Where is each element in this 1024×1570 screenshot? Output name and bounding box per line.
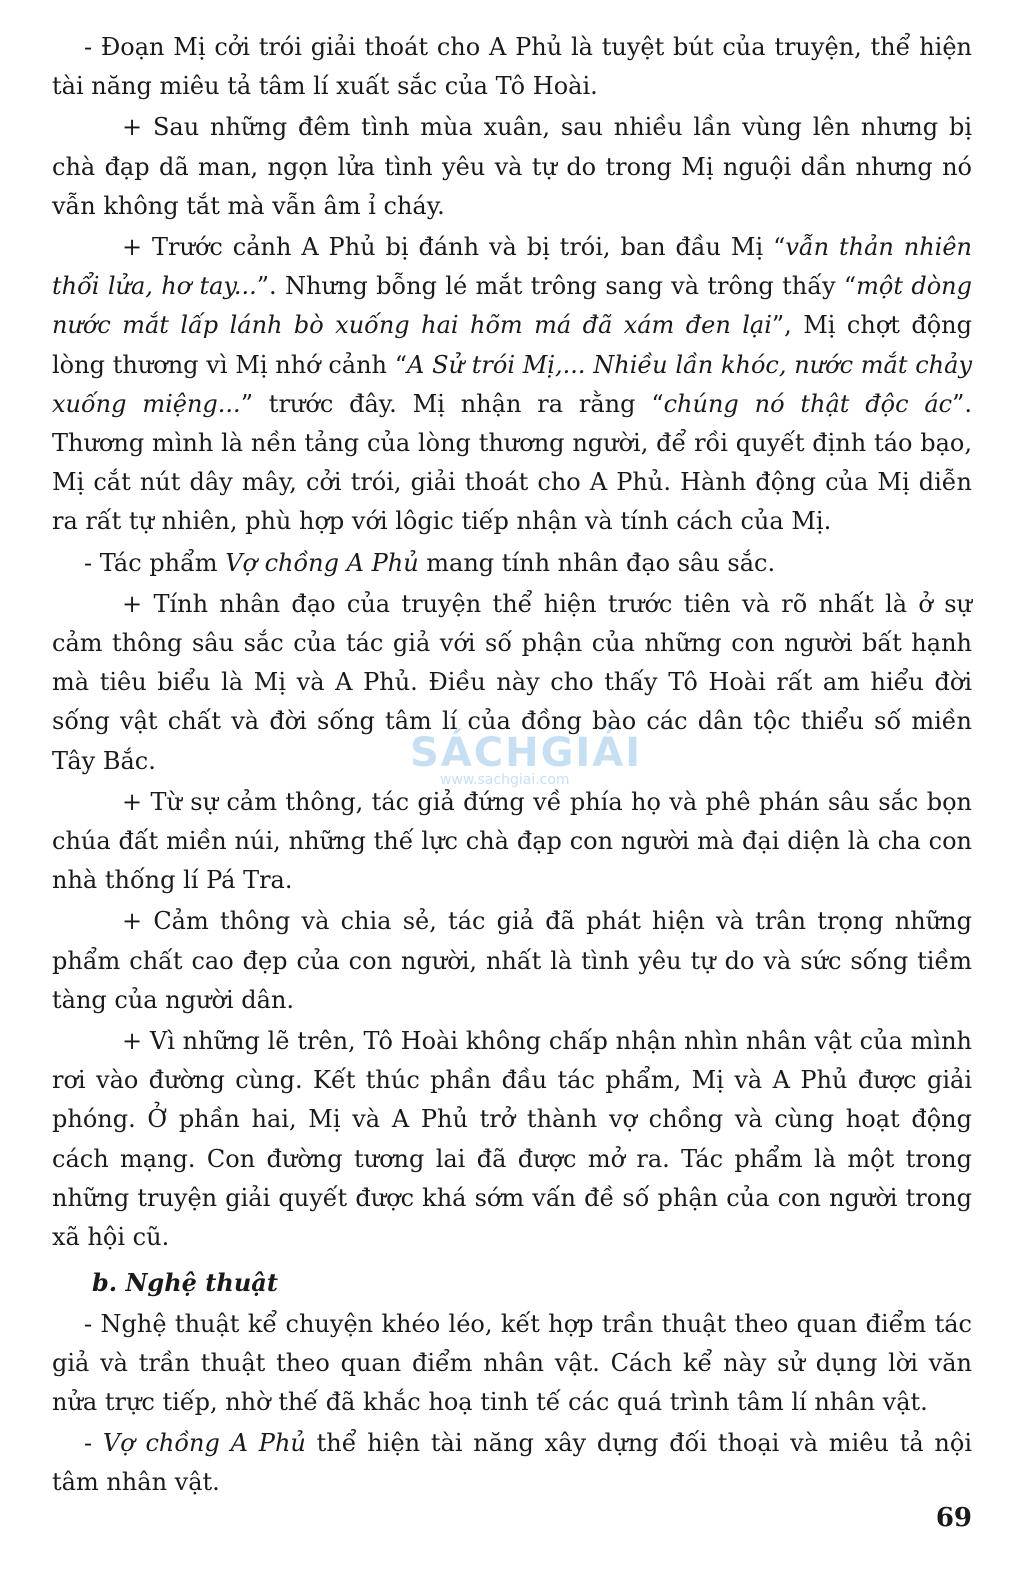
paragraph <box>52 1305 972 1423</box>
text-run: - <box>84 1429 103 1458</box>
text-run: mang tính nhân đạo sâu sắc. <box>418 548 776 577</box>
text-run: + Từ sự cảm thông, tác giả đứng về phía họ và phê phán sâu sắc bọn chúa đất miền núi, những thế lực chà đạp con người mà đại diện là cha con nhà thống lí Pá Tra. <box>52 787 972 895</box>
italic-quote: vẫn thản nhiên thổi lửa, hơ tay... <box>52 233 972 301</box>
paragraph <box>52 544 972 583</box>
text-run: thể hiện tài năng xây dựng đối thoại và miêu tả nội tâm nhân vật. <box>52 1429 972 1497</box>
paragraph <box>52 902 972 1020</box>
paragraph <box>52 108 972 226</box>
section-heading <box>52 1263 972 1302</box>
text-run: - Nghệ thuật kể chuyện khéo léo, kết hợp trần thuật theo quan điểm tác giả và trần thuật theo quan điểm nhân vật. Cách kể này sử dụng lời văn nửa trực tiếp, nhờ thế đã khắc hoạ tinh tế các quá trình tâm lí nhân vật. <box>52 1309 972 1416</box>
watermark-logo: SÁCHGIẢI <box>410 730 643 776</box>
page-body <box>52 28 972 1505</box>
text-run: ”. Nhưng bỗng lé mắt trông sang và trông thấy “ <box>256 272 857 301</box>
page-number: 69 <box>935 1503 972 1533</box>
italic-quote: chúng nó thật độc ác <box>663 389 953 418</box>
text-run: + Sau những đêm tình mùa xuân, sau nhiều lần vùng lên nhưng bị chà đạp dã man, ngọn lửa tình yêu và tự do trong Mị nguội dần nhưng nó vẫn không tắt mà vẫn âm ỉ cháy. <box>52 113 972 220</box>
italic-quote: một dòng nước mắt lấp lánh bò xuống hai hõm má đã xám đen lại <box>52 272 972 340</box>
text-run: + Vì những lẽ trên, Tô Hoài không chấp nhận nhìn nhân vật của mình rơi vào đường cùng. Kết thúc phần đầu tác phẩm, Mị và A Phủ được giải phóng. Ở phần hai, Mị và A Phủ trở thành vợ chồng và cùng hoạt động cách mạng. Con đường tương lai đã được mở ra. Tác phẩm là một trong những truyện giải quyết được khá sớm vấn đề số phận của con người trong xã hội cũ. <box>52 1027 972 1252</box>
text-run: - Đoạn Mị cởi trói giải thoát cho A Phủ là tuyệt bút của truyện, thể hiện tài năng miêu tả tâm lí xuất sắc của Tô Hoài. <box>52 33 972 101</box>
text-run: - Tác phẩm <box>84 548 226 577</box>
text-run: + Cảm thông và chia sẻ, tác giả đã phát hiện và trân trọng những phẩm chất cao đẹp của con người, nhất là tình yêu tự do và sức sống tiềm tàng của người dân. <box>52 907 972 1014</box>
watermark-url: www.sachgiai.com <box>440 772 570 788</box>
text-run: ”. Thương mình là nền tảng của lòng thương người, để rồi quyết định táo bạo, Mị cắt nút dây mây, cởi trói, giải thoát cho A Phủ. Hành động của Mị diễn ra rất tự nhiên, phù hợp với lôgic tiếp nhận và tính cách của Mị. <box>52 389 973 536</box>
italic-quote: A Sử trói Mị,... Nhiều lần khóc, nước mắt chảy xuống miệng... <box>52 350 973 418</box>
text-run: b. Nghệ thuật <box>92 1268 278 1298</box>
italic-quote: Vợ chồng A Phủ <box>102 1429 306 1458</box>
italic-quote: Vợ chồng A Phủ <box>225 548 419 577</box>
paragraph <box>52 1022 972 1257</box>
paragraph <box>52 585 972 781</box>
text-run: ” trước đây. Mị nhận ra rằng “ <box>240 389 664 418</box>
text-run: ”, Mị chợt động lòng thương vì Mị nhớ cảnh “ <box>52 311 972 379</box>
text-run: + Tính nhân đạo của truyện thể hiện trước tiên và rõ nhất là ở sự cảm thông sâu sắc của tác giả với số phận của những con người bất hạnh mà tiêu biểu là Mị và A Phủ. Điều này cho thấy Tô Hoài rất am hiểu đời sống vật chất và đời sống tâm lí của đồng bào các dân tộc thiểu số miền Tây Bắc. <box>52 589 972 775</box>
text-run: + Trước cảnh A Phủ bị đánh và bị trói, ban đầu Mị “ <box>122 233 786 262</box>
paragraph <box>52 783 972 901</box>
paragraph <box>52 228 972 542</box>
paragraph <box>52 1424 972 1502</box>
paragraph <box>52 28 972 106</box>
